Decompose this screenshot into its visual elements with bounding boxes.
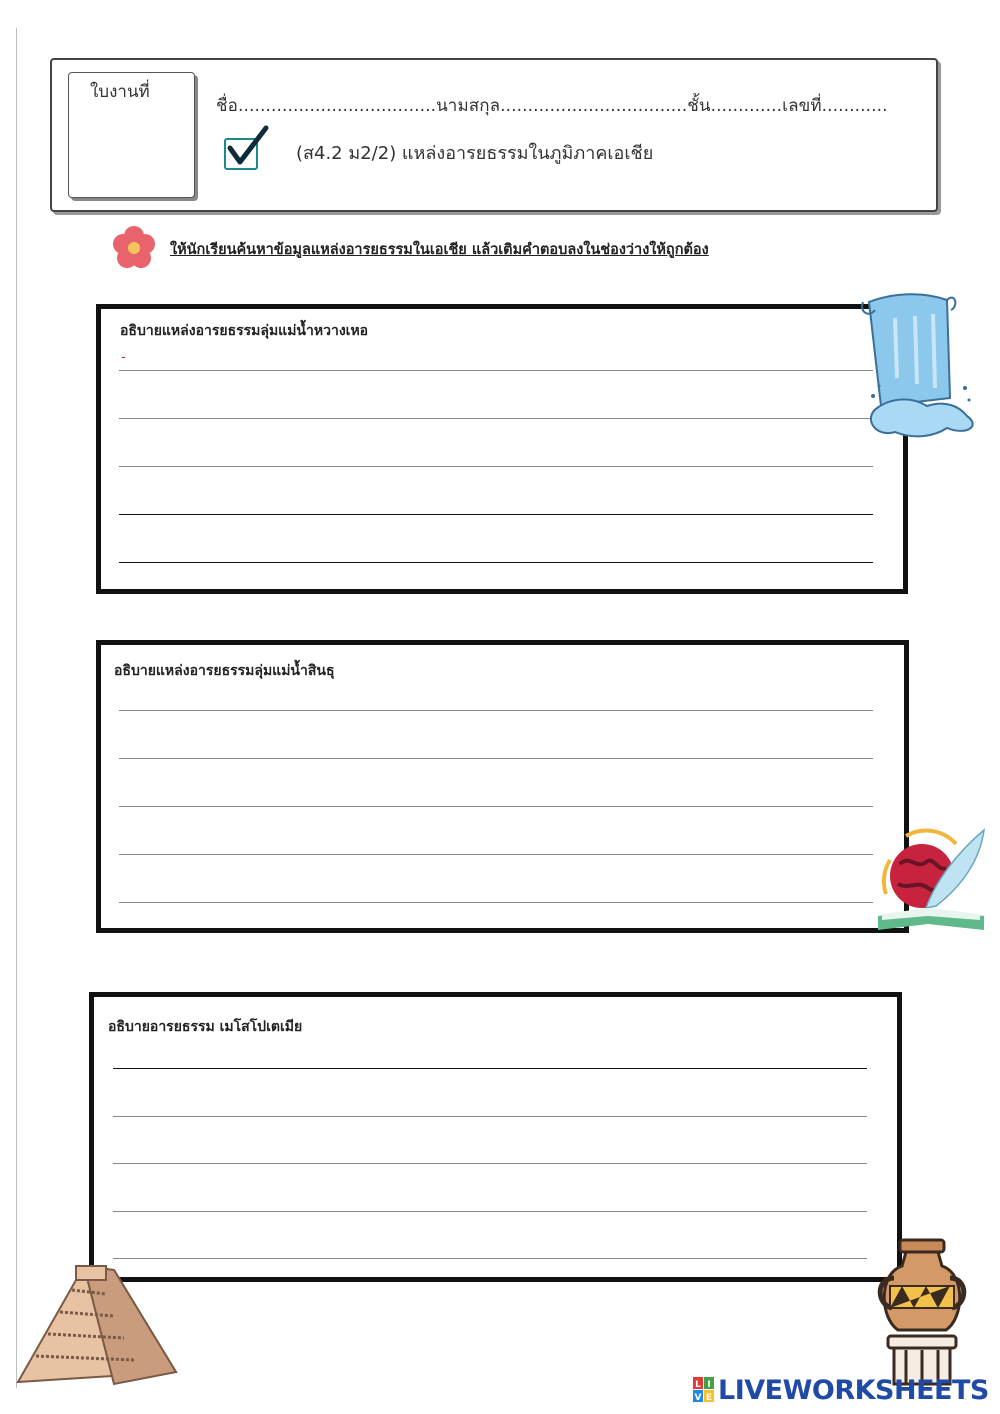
svg-text:I: I — [707, 1380, 711, 1390]
answer-line[interactable] — [113, 1211, 867, 1212]
answer-line[interactable] — [113, 1116, 867, 1117]
pyramid-icon — [14, 1260, 180, 1390]
waterfall-icon — [855, 288, 980, 448]
flower-icon — [110, 224, 158, 272]
answer-line[interactable] — [119, 758, 873, 759]
answer-line[interactable] — [113, 1258, 867, 1259]
answer-line[interactable] — [119, 466, 873, 467]
question-title-huang-he: อธิบายแหล่งอารยธรรมลุ่มแม่น้ำหวางเหอ — [120, 323, 369, 339]
answer-mark: - — [121, 350, 126, 365]
answer-box-indus — [96, 640, 909, 933]
answer-line[interactable] — [119, 710, 873, 711]
greek-vase-pillar-icon — [872, 1238, 972, 1388]
answer-line[interactable] — [119, 902, 873, 903]
standard-title: (ส4.2 ม2/2) แหล่งอารยธรรมในภูมิภาคเอเชีย — [296, 143, 654, 164]
svg-text:E: E — [705, 1393, 713, 1403]
answer-line[interactable] — [119, 806, 873, 807]
checkbox-check-icon — [222, 124, 272, 170]
question-title-indus: อธิบายแหล่งอารยธรรมลุ่มแม่น้ำสินธุ — [114, 663, 335, 679]
logo-text: LIVEWORKSHEETS — [718, 1374, 989, 1406]
svg-text:V: V — [694, 1393, 702, 1403]
liveworksheets-logo[interactable] — [693, 1375, 989, 1405]
student-info-line[interactable]: ชื่อ....................................นามสกุล..................................ชั้น.............เลขที่............ — [216, 96, 888, 116]
globe-quill-book-icon — [876, 824, 986, 936]
worksheet-number-label: ใบงานที่ — [90, 82, 150, 102]
answer-line[interactable] — [119, 854, 873, 855]
answer-line[interactable] — [119, 418, 873, 419]
answer-box-huang-he — [96, 304, 908, 594]
instruction-text: ให้นักเรียนค้นหาข้อมูลแหล่งอารยธรรมในเอเชีย แล้วเติมคำตอบลงในช่องว่างให้ถูกต้อง — [170, 242, 709, 258]
svg-text:L: L — [695, 1380, 701, 1390]
answer-line[interactable] — [113, 1068, 867, 1069]
answer-line[interactable] — [119, 514, 873, 515]
answer-line[interactable] — [113, 1163, 867, 1164]
answer-line[interactable] — [119, 562, 873, 563]
live-badge-icon — [693, 1377, 715, 1403]
answer-line[interactable] — [119, 370, 873, 371]
question-title-mesopotamia: อธิบายอารยธรรม เมโสโปเตเมีย — [108, 1019, 303, 1035]
page-margin-line — [16, 28, 17, 1388]
